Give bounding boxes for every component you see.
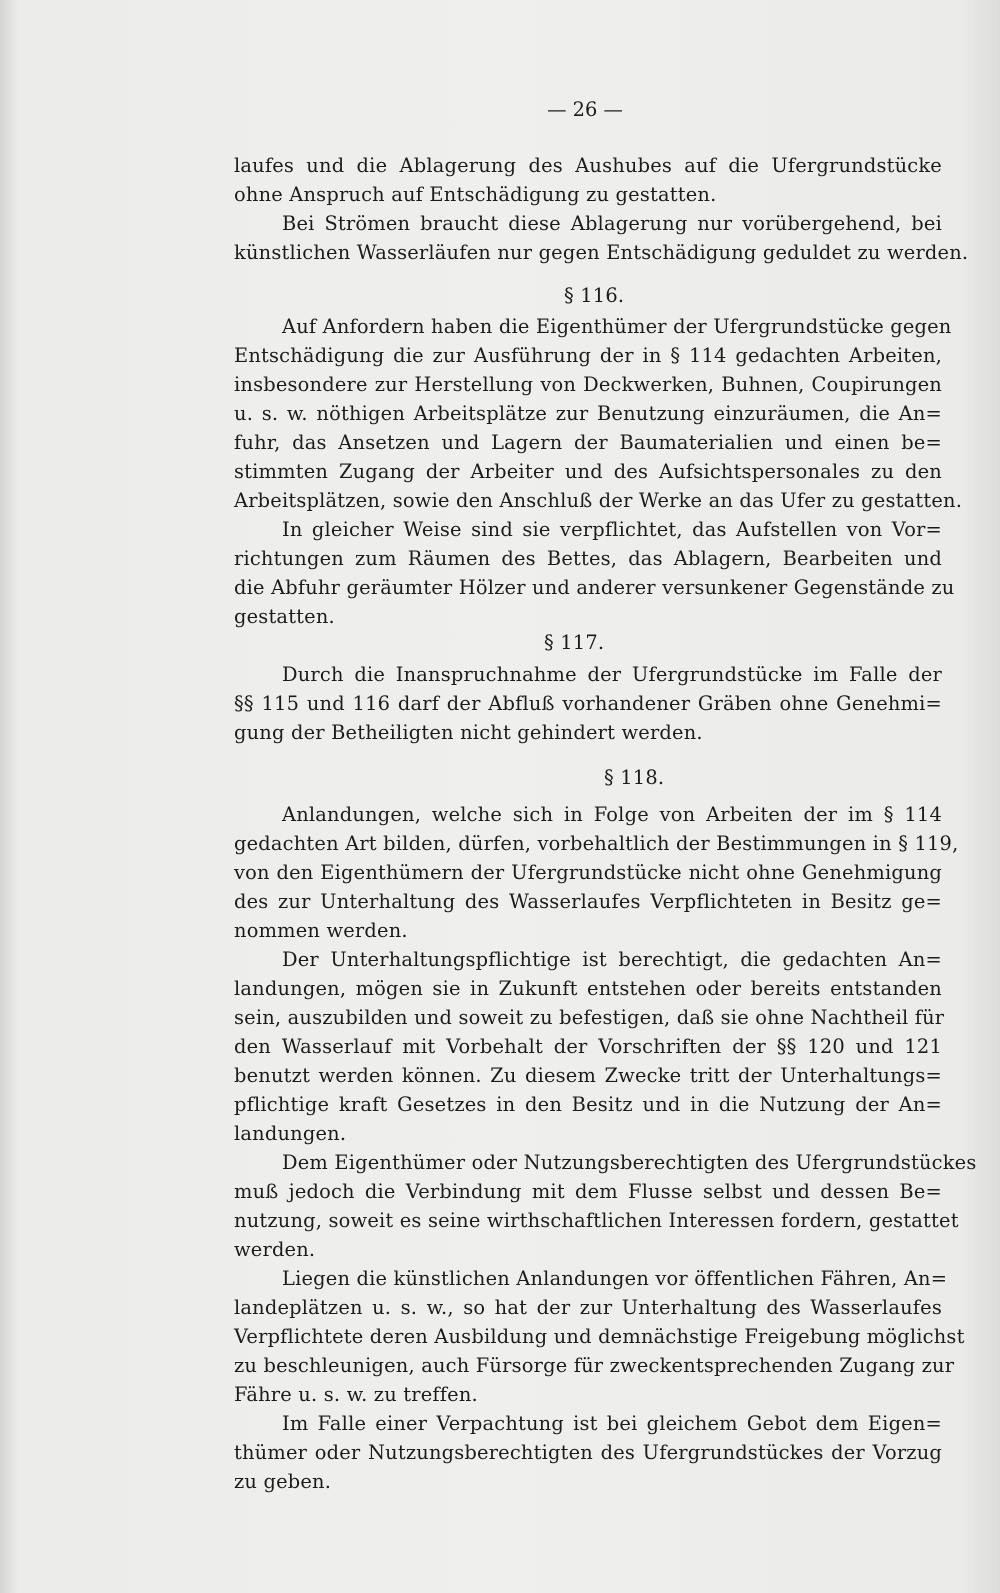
text-line: Verpflichtete deren Ausbildung und demnächstige Freigebung möglichst (234, 1325, 965, 1348)
page-number: — 26 — (547, 98, 623, 121)
section-heading: § 116. (564, 284, 625, 307)
text-line: Liegen die künstlichen Anlandungen vor öffentlichen Fähren, An= (282, 1267, 948, 1290)
text-line: laufes und die Ablagerung des Aushubes auf die Ufergrundstücke (234, 154, 942, 177)
text-line: nommen werden. (234, 919, 408, 942)
text-line: In gleicher Weise sind sie verpflichtet, das Aufstellen von Vor= (282, 518, 942, 541)
text-line: thümer oder Nutzungsberechtigten des Ufergrundstückes der Vorzug (234, 1441, 942, 1464)
text-line: zu geben. (234, 1470, 332, 1493)
text-line: den Wasserlauf mit Vorbehalt der Vorschriften der §§ 120 und 121 (234, 1035, 942, 1058)
text-line: sein, auszubilden und soweit zu befestigen, daß sie ohne Nachtheil für (234, 1006, 945, 1029)
text-line: nutzung, soweit es seine wirthschaftlichen Interessen fordern, gestattet (234, 1209, 959, 1232)
text-line: ohne Anspruch auf Entschädigung zu gestatten. (234, 183, 717, 206)
text-line: Arbeitsplätzen, sowie den Anschluß der Werke an das Ufer zu gestatten. (234, 489, 963, 512)
text-line: gestatten. (234, 605, 335, 628)
text-line: des zur Unterhaltung des Wasserlaufes Verpflichteten in Besitz ge= (234, 890, 942, 913)
text-line: Bei Strömen braucht diese Ablagerung nur vorübergehend, bei (282, 212, 942, 235)
text-line: Durch die Inanspruchnahme der Ufergrundstücke im Falle der (282, 663, 942, 686)
text-line: künstlichen Wasserläufen nur gegen Entschädigung geduldet zu werden. (234, 241, 969, 264)
text-line: Entschädigung die zur Ausführung der in § 114 gedachten Arbeiten, (234, 344, 942, 367)
text-line: Anlandungen, welche sich in Folge von Arbeiten der im § 114 (282, 803, 942, 826)
text-line: Fähre u. s. w. zu treffen. (234, 1383, 478, 1406)
text-line: pflichtige kraft Gesetzes in den Besitz und in die Nutzung der An= (234, 1093, 942, 1116)
text-line: richtungen zum Räumen des Bettes, das Ablagern, Bearbeiten und (234, 547, 942, 570)
text-line: zu beschleunigen, auch Fürsorge für zweckentsprechenden Zugang zur (234, 1354, 955, 1377)
text-line: benutzt werden können. Zu diesem Zwecke tritt der Unterhaltungs= (234, 1064, 942, 1087)
text-line: Dem Eigenthümer oder Nutzungsberechtigten des Ufergrundstückes (282, 1151, 977, 1174)
section-heading: § 117. (544, 631, 605, 654)
text-line: gedachten Art bilden, dürfen, vorbehaltlich der Bestimmungen in § 119, (234, 832, 959, 855)
text-line: muß jedoch die Verbindung mit dem Flusse selbst und dessen Be= (234, 1180, 942, 1203)
text-line: u. s. w. nöthigen Arbeitsplätze zur Benutzung einzuräumen, die An= (234, 402, 942, 425)
text-line: §§ 115 und 116 darf der Abfluß vorhandener Gräben ohne Genehmi= (234, 692, 942, 715)
text-line: von den Eigenthümern der Ufergrundstücke nicht ohne Genehmigung (234, 861, 942, 884)
text-line: die Abfuhr geräumter Hölzer und anderer versunkener Gegenstände zu (234, 576, 955, 599)
text-line: Auf Anfordern haben die Eigenthümer der Ufergrundstücke gegen (282, 315, 952, 338)
text-line: landungen. (234, 1122, 347, 1145)
text-line: fuhr, das Ansetzen und Lagern der Baumaterialien und einen be= (234, 431, 942, 454)
text-line: landungen, mögen sie in Zukunft entstehen oder bereits entstanden (234, 977, 942, 1000)
text-line: werden. (234, 1238, 316, 1261)
text-line: gung der Betheiligten nicht gehindert werden. (234, 721, 703, 744)
section-heading: § 118. (604, 766, 665, 789)
text-line: Im Falle einer Verpachtung ist bei gleichem Gebot dem Eigen= (282, 1412, 942, 1435)
text-line: insbesondere zur Herstellung von Deckwerken, Buhnen, Coupirungen (234, 373, 942, 396)
text-line: landeplätzen u. s. w., so hat der zur Unterhaltung des Wasserlaufes (234, 1296, 942, 1319)
text-line: Der Unterhaltungspflichtige ist berechtigt, die gedachten An= (282, 948, 942, 971)
text-line: stimmten Zugang der Arbeiter und des Aufsichtspersonales zu den (234, 460, 942, 483)
